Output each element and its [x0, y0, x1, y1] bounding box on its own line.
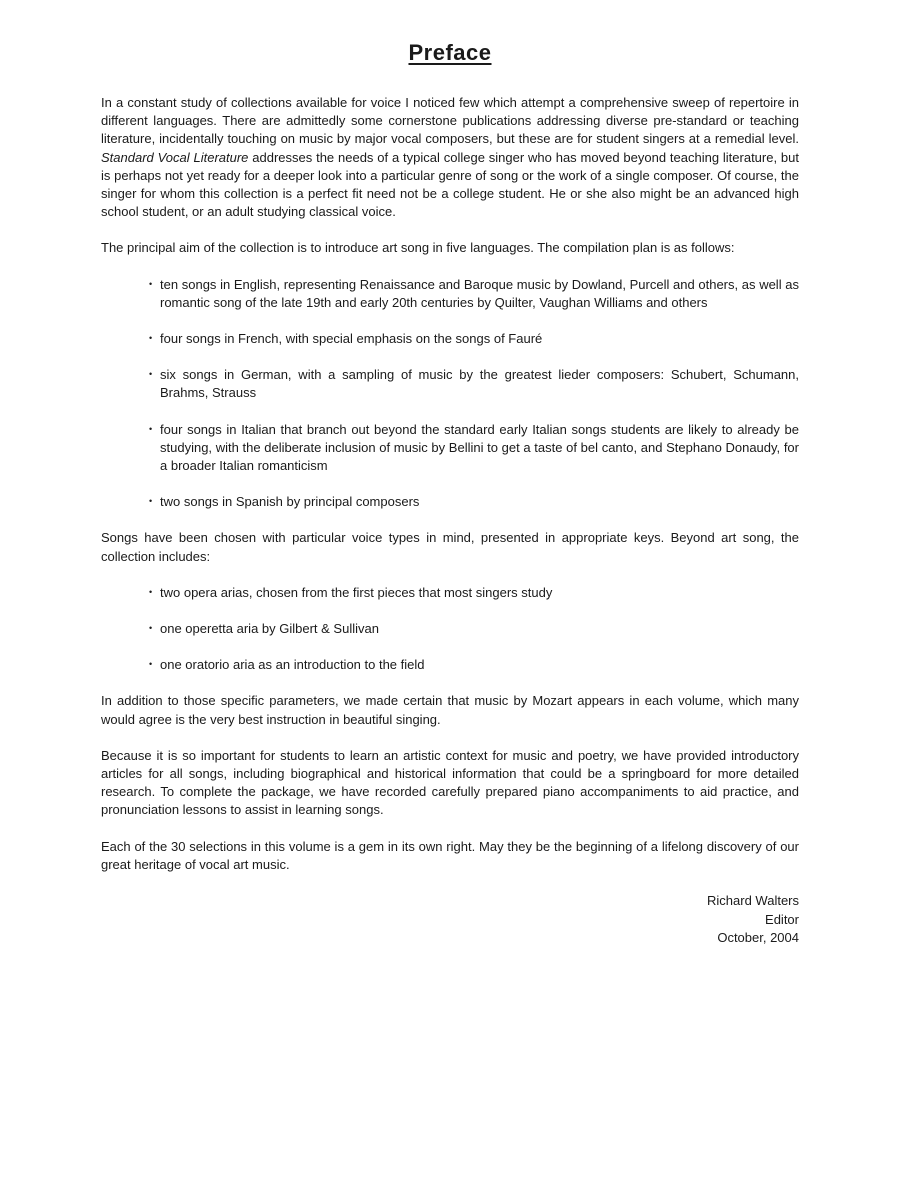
- list-item: • two opera arias, chosen from the first pieces that most singers study: [149, 584, 799, 602]
- compilation-plan-list: [101, 276, 799, 512]
- signature-name: Richard Walters: [707, 893, 799, 909]
- list-item: • six songs in German, with a sampling of music by the greatest lieder composers: Schubert, Schumann, Brahms, Strauss: [149, 366, 799, 402]
- list-item: • ten songs in English, representing Renaissance and Baroque music by Dowland, Purcell and others, as well as romantic song of the late 19th and early 20th centuries by Quilter, Vaughan Williams and others: [149, 276, 799, 312]
- collection-includes-list: [101, 584, 799, 675]
- list-item: • one operetta aria by Gilbert & Sullivan: [149, 620, 799, 638]
- list-item: • two songs in Spanish by principal composers: [149, 493, 799, 511]
- list-item: • four songs in Italian that branch out beyond the standard early Italian songs students are likely to already be studying, with the deliberate inclusion of music by Bellini to get a taste of bel canto, and Stephano Donaudy, for a broader Italian romanticism: [149, 421, 799, 476]
- context-paragraph: Because it is so important for students to learn an artistic context for music and poetry, we have provided introductory articles for all songs, including biographical and historical information that could be a springboard for more detailed research. To complete the package, we have recorded carefully prepared piano accompaniments to aid practice, and pronunciation lessons to assist in learning songs.: [101, 747, 799, 818]
- list-item: • four songs in French, with special emphasis on the songs of Fauré: [149, 330, 799, 348]
- voice-types-paragraph: Songs have been chosen with particular voice types in mind, presented in appropriate keys. Beyond art song, the collection includes:: [101, 530, 799, 564]
- book-title-italic: Standard Vocal Literature: [101, 149, 249, 165]
- closing-paragraph: Each of the 30 selections in this volume is a gem in its own right. May they be the beginning of a lifelong discovery of our great heritage of vocal art music.: [101, 838, 799, 872]
- signature-role: Editor: [765, 911, 799, 927]
- list-item: • one oratorio aria as an introduction to the field: [149, 656, 799, 674]
- page-title: Preface: [408, 40, 492, 65]
- signature-date: October, 2004: [717, 930, 799, 946]
- preface-page: [101, 40, 799, 948]
- aim-paragraph: The principal aim of the collection is to introduce art song in five languages. The compilation plan is as follows:: [101, 240, 735, 256]
- intro-paragraph: In a constant study of collections available for voice I noticed few which attempt a comprehensive sweep of repertoire in different languages. There are admittedly some cornerstone publications addressing diverse pre-standard or teaching literature, incidentally touching on music by major vocal composers, but these are for student singers at a remedial level. Standard Vocal Literature addresses the needs of a typical college singer who has moved beyond teaching literature, but is perhaps not yet ready for a deeper look into a particular genre of song or the work of a single composer. Of course, the singer for whom this collection is a perfect fit need not be a college student. He or she also might be an advanced high school student, or an adult studying classical voice.: [101, 95, 799, 220]
- mozart-paragraph: In addition to those specific parameters, we made certain that music by Mozart appears in each volume, which many would agree is the very best instruction in beautiful singing.: [101, 693, 799, 727]
- signature-block: [101, 892, 799, 948]
